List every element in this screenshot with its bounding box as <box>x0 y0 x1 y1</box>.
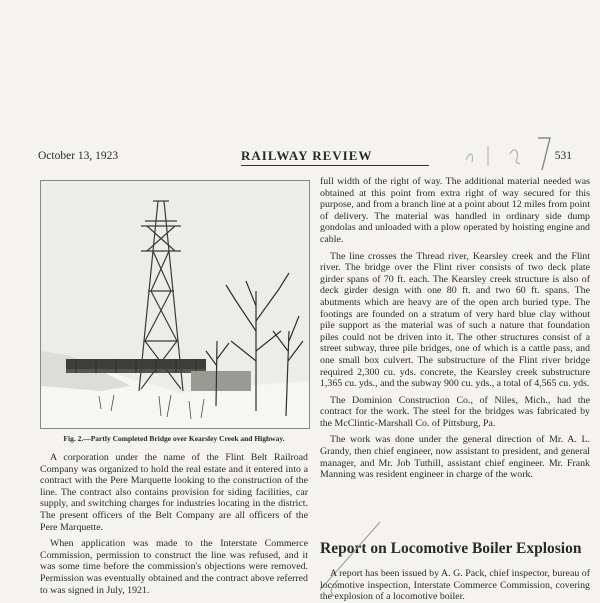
bridge-photograph <box>40 180 310 429</box>
bridge-photo-illustration <box>41 181 309 428</box>
paragraph: full width of the right of way. The additional material needed was obtained at this point from extra right of way secured for this purpose, and from a branch line at a point about 12 miles from point of delivery. The material was handled in ordinary side dump gondolas and unloaded with a plow operated by hoisting engine and cable. <box>320 176 590 245</box>
left-column <box>40 452 308 600</box>
issue-date: October 13, 1923 <box>38 150 119 162</box>
masthead-underline <box>241 165 429 166</box>
paragraph: The work was done under the general direction of Mr. A. L. Grandy, then chief engineer, now assistant to president, and general manager, and Mr. Job Tuthill, assistant chief engineer. Mr. Frank Manning was resident engineer in charge of the work. <box>320 434 590 481</box>
section-title: Report on Locomotive Boiler Explosion <box>320 540 582 557</box>
handwritten-scribble-icon <box>458 132 568 172</box>
paragraph: A report has been issued by A. G. Pack, chief inspector, bureau of locomotive inspection, Interstate Commerce Commission, covering the explosion of a locomotive boiler. <box>320 568 590 603</box>
figure-caption: Fig. 2.—Partly Completed Bridge over Kearsley Creek and Highway. <box>63 434 285 443</box>
section-intro <box>320 568 590 603</box>
paragraph: When application was made to the Interstate Commerce Commission, permission to construct the line was refused, and it was some time before the commission's objections were removed. Permission was eventually obtained and the contract above referred to was signed in July, 1921. <box>40 538 308 596</box>
paragraph: A corporation under the name of the Flint Belt Railroad Company was organized to hold the real estate and it entered into a contract with the Pere Marquette looking to the construction of the line. The contract also contains provision for siding facilities, car supply, and switching charges for industries locating in the district. The present officers of the Belt Company are all officers of the Pere Marquette. <box>40 452 308 533</box>
page-number: 531 <box>554 150 572 162</box>
masthead: RAILWAY REVIEW <box>241 148 373 163</box>
page-header <box>38 148 572 168</box>
right-column <box>320 176 590 531</box>
paragraph: The Dominion Construction Co., of Niles, Mich., had the contract for the work. The steel for the bridges was fabricated by the McClintic-Marshall Co. of Pittsburg, Pa. <box>320 394 590 429</box>
paragraph: The line crosses the Thread river, Kearsley creek and the Flint river. The bridge over the Flint river consists of two deck plate girder spans of 70 ft. each. The Kearsley creek structure is also of deck girder design with one 80 ft. and two 60 ft. spans. The abutments which are heavy are of the open arch buried type. The footings are founded on a stratum of very hard blue clay without pile support as the material was of such a nature that foundation piles could not be driven into it. The other structures consist of a street subway, three pile bridges, one of which is a cattle pass, and one small box culvert. The substructure of the Flint river bridge required 2,300 cu. yds. concrete, the Kearsley creek substructure 1,365 cu. yds., and the subway 900 cu. yds., a total of 4,565 cu. yds. <box>320 250 590 390</box>
